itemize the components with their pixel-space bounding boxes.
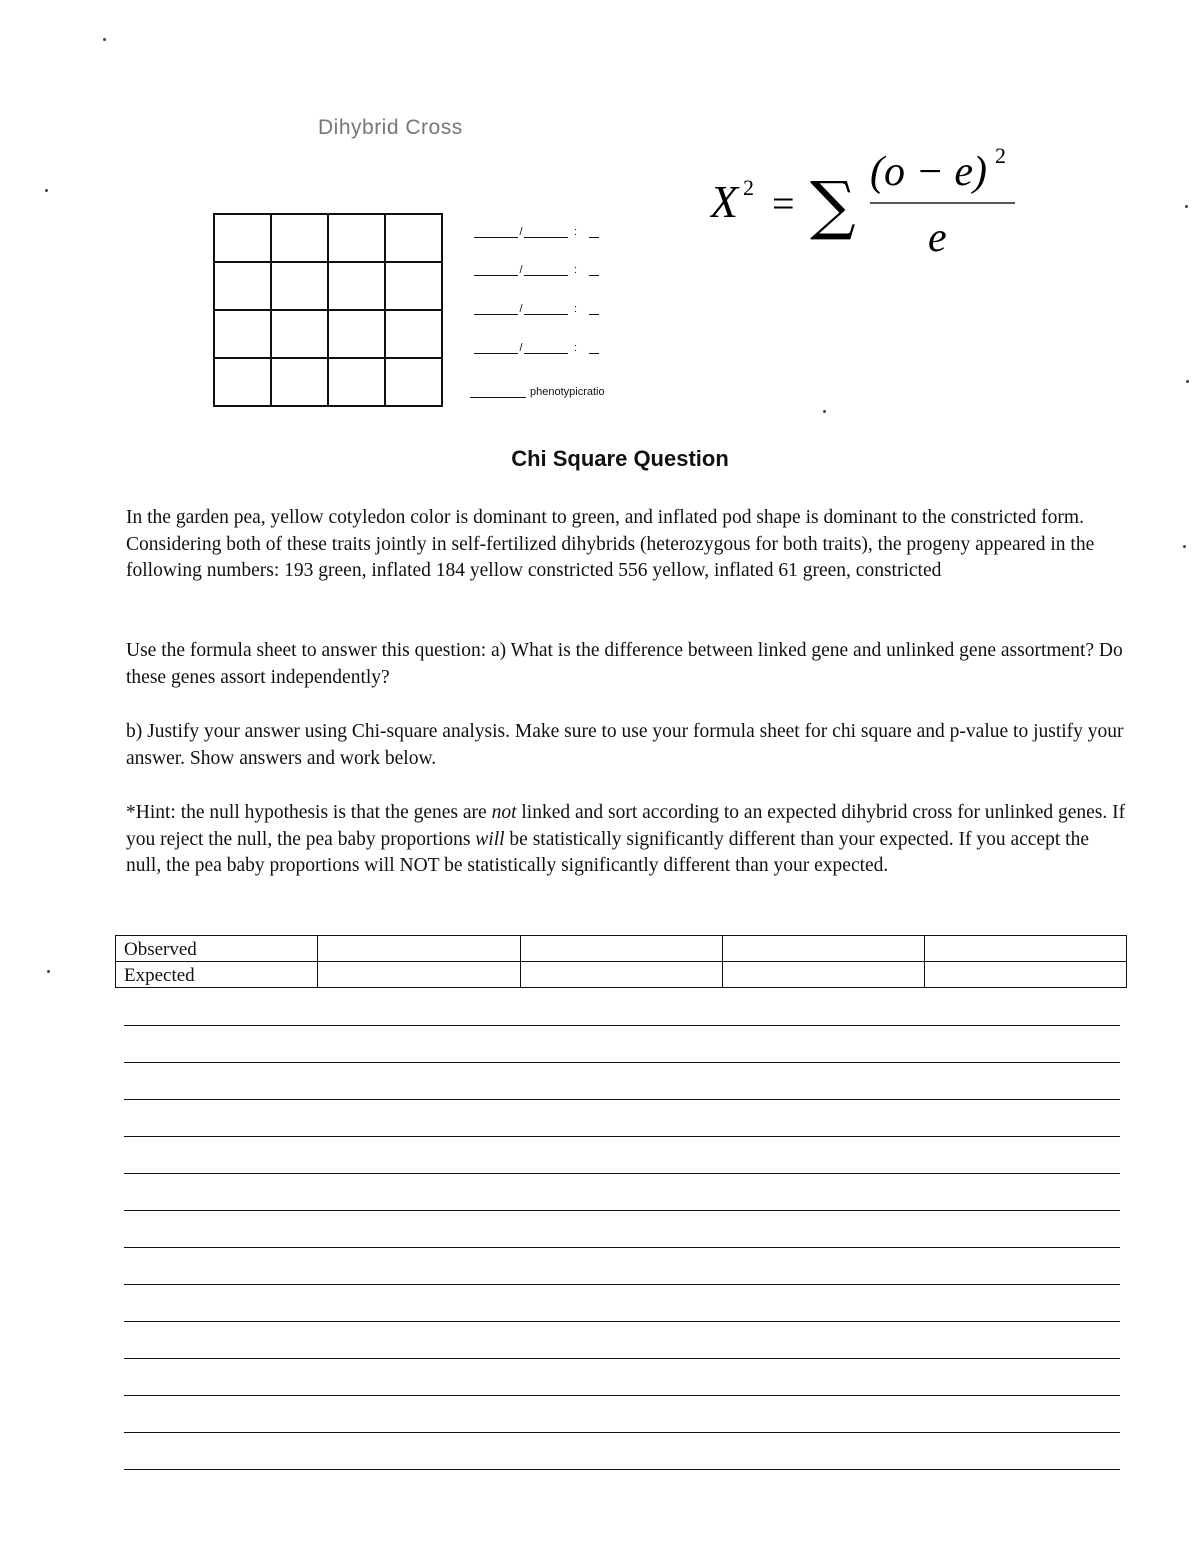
expected-cell[interactable] — [318, 962, 520, 988]
observed-cell[interactable] — [924, 936, 1126, 962]
ratio-slash: / — [519, 303, 523, 315]
formula-sum-symbol: ∑ — [810, 169, 856, 243]
punnett-cell[interactable] — [214, 262, 271, 310]
punnett-cell[interactable] — [214, 310, 271, 358]
ratio-blank[interactable] — [474, 304, 518, 315]
ratio-blank-line[interactable] — [474, 264, 599, 276]
punnett-row — [214, 262, 442, 310]
hint-paragraph — [126, 800, 1126, 880]
ratio-count-blank[interactable] — [589, 229, 599, 238]
phenotypic-ratio-label: phenotypicratio — [530, 386, 605, 398]
phenotypic-ratio-row — [470, 386, 605, 398]
scan-speck — [1183, 545, 1186, 548]
observed-cell[interactable] — [722, 936, 924, 962]
answer-line[interactable] — [124, 1210, 1120, 1211]
scan-speck — [103, 38, 106, 41]
answer-line[interactable] — [124, 1247, 1120, 1248]
scan-speck — [47, 970, 50, 973]
punnett-row — [214, 214, 442, 262]
question-paragraph-3: b) Justify your answer using Chi-square analysis. Make sure to use your formula sheet for chi square and p-value to justify your answer. Show answers and work below. — [126, 721, 1124, 769]
ratio-blank-line[interactable] — [474, 342, 599, 354]
ratio-slash: / — [519, 226, 523, 238]
answer-line[interactable] — [124, 1136, 1120, 1137]
punnett-cell[interactable] — [271, 310, 328, 358]
punnett-square — [213, 213, 443, 407]
punnett-cell[interactable] — [385, 310, 442, 358]
observed-row — [116, 936, 1127, 962]
formula-numerator: (o − e) — [870, 149, 987, 195]
punnett-cell[interactable] — [214, 358, 271, 406]
scan-speck — [1186, 380, 1189, 383]
formula-lhs: X — [710, 176, 739, 227]
question-heading: Chi Square Question — [511, 446, 729, 471]
punnett-cell[interactable] — [214, 214, 271, 262]
answer-line[interactable] — [124, 1469, 1120, 1470]
scan-speck — [1185, 205, 1188, 208]
answer-line[interactable] — [124, 1358, 1120, 1359]
ratio-count-blank[interactable] — [589, 267, 599, 276]
answer-line[interactable] — [124, 1099, 1120, 1100]
observed-cell[interactable] — [520, 936, 722, 962]
formula-lhs-exponent: 2 — [743, 175, 754, 200]
expected-cell[interactable] — [520, 962, 722, 988]
hint-text-part2: linked and sort according to an expected dihybrid cross for unlinked genes. If you reject the null, the pea baby proportions — [126, 802, 1126, 850]
answer-line[interactable] — [124, 1284, 1120, 1285]
ratio-colon: : — [574, 342, 578, 354]
punnett-row — [214, 310, 442, 358]
observed-expected-table — [115, 935, 1127, 988]
punnett-cell[interactable] — [271, 214, 328, 262]
punnett-cell[interactable] — [328, 262, 385, 310]
punnett-cell[interactable] — [385, 214, 442, 262]
scan-speck — [823, 410, 826, 413]
ratio-blank[interactable] — [524, 304, 568, 315]
answer-line[interactable] — [124, 1062, 1120, 1063]
hint-not-emphasis: not — [491, 802, 517, 823]
ratio-slash: / — [519, 264, 523, 276]
ratio-blank-line[interactable] — [474, 303, 599, 315]
question-paragraph-2: Use the formula sheet to answer this question: a) What is the difference between linked gene and unlinked gene assortment? Do these genes assort independently? — [126, 640, 1123, 688]
ratio-blank[interactable] — [524, 227, 568, 238]
punnett-cell[interactable] — [328, 214, 385, 262]
ratio-blank-line[interactable] — [474, 226, 599, 238]
chi-square-formula — [710, 135, 1030, 265]
punnett-cell[interactable] — [385, 358, 442, 406]
punnett-cell[interactable] — [271, 358, 328, 406]
expected-row — [116, 962, 1127, 988]
ratio-slash: / — [519, 342, 523, 354]
ratio-blank[interactable] — [474, 265, 518, 276]
answer-line[interactable] — [124, 1395, 1120, 1396]
formula-numerator-exponent: 2 — [995, 143, 1006, 168]
punnett-cell[interactable] — [271, 262, 328, 310]
ratio-count-blank[interactable] — [589, 306, 599, 315]
formula-equals: = — [772, 181, 795, 226]
hint-text-part1: *Hint: the null hypothesis is that the genes are — [126, 802, 492, 823]
hint-will-emphasis: will — [475, 828, 505, 850]
expected-label: Expected — [116, 962, 318, 988]
hint-text-part3: be statistically significantly different than your expected. If you accept the null, the pea baby proportions will NOT be statistically significantly different than your expected. — [126, 828, 1089, 876]
answer-line[interactable] — [124, 1321, 1120, 1322]
ratio-count-blank[interactable] — [589, 345, 599, 354]
formula-denominator: e — [928, 215, 947, 261]
punnett-title: Dihybrid Cross — [318, 116, 463, 139]
expected-cell[interactable] — [924, 962, 1126, 988]
expected-cell[interactable] — [722, 962, 924, 988]
observed-cell[interactable] — [318, 936, 520, 962]
answer-line[interactable] — [124, 1432, 1120, 1433]
ratio-blank[interactable] — [474, 227, 518, 238]
punnett-cell[interactable] — [328, 310, 385, 358]
observed-label: Observed — [116, 936, 318, 962]
punnett-row — [214, 358, 442, 406]
ratio-colon: : — [574, 226, 578, 238]
answer-line[interactable] — [124, 1025, 1120, 1026]
ratio-blank[interactable] — [524, 265, 568, 276]
punnett-cell[interactable] — [328, 358, 385, 406]
ratio-colon: : — [574, 264, 578, 276]
ratio-blank[interactable] — [474, 343, 518, 354]
ratio-blank[interactable] — [524, 343, 568, 354]
ratio-colon: : — [574, 303, 578, 315]
punnett-cell[interactable] — [385, 262, 442, 310]
answer-line[interactable] — [124, 1173, 1120, 1174]
phenotypic-ratio-blank[interactable] — [470, 387, 526, 398]
scan-speck — [45, 189, 48, 192]
question-paragraph-1: In the garden pea, yellow cotyledon color is dominant to green, and inflated pod shape is dominant to the constricted form. Considering both of these traits jointly in self-fertilized dihybrids (heterozygous for both traits), the progeny appeared in the following numbers: 193 green, inflated 184 yellow constricted 556 yellow, inflated 61 green, constricted — [126, 507, 1095, 581]
